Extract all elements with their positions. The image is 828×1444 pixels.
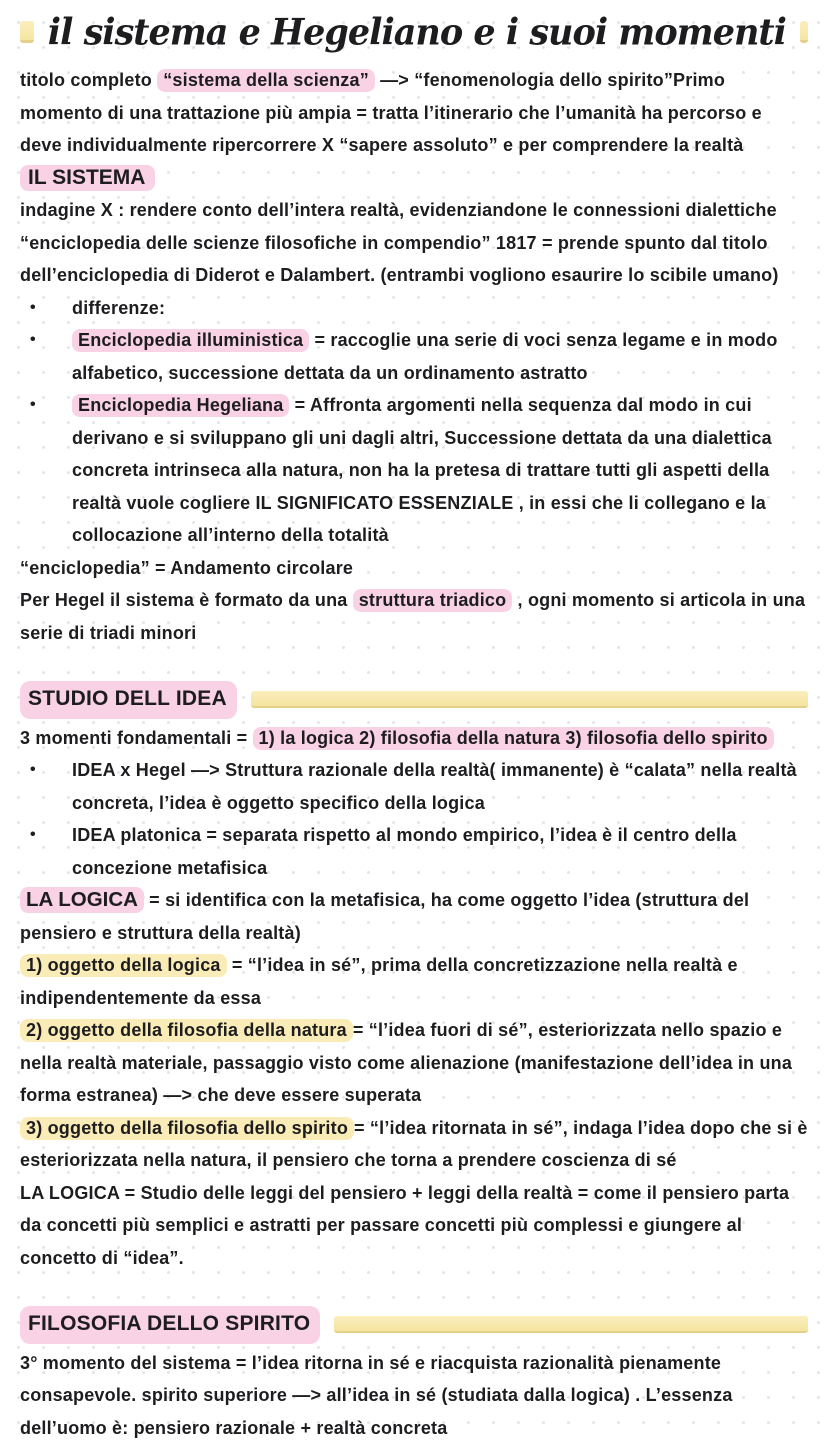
text-run: = Affronta argomenti nella sequenza dal modo in cui derivano e si sviluppano gli uni dagli altri, Successione dettata da una dialettica concreta intrinseca alla natura, non ha la pretesa di trattare tutti gli aspetti della realtà vuole cogliere IL SIGNIFICATO ESSENZIALE , in essi che li collegano e la collocazione all’interno della totalità xyxy=(72,395,772,545)
text-run: = “l’idea fuori di sé”, esteriorizzata nello spazio e nella realtà materiale, passaggio visto come alienazione (manifestazione dell’idea in una forma estranea) —> che deve essere superata xyxy=(20,1020,792,1105)
bullet-item xyxy=(20,324,808,389)
title-yellow-bar-left xyxy=(20,21,34,43)
spacer xyxy=(20,1274,808,1304)
highlighted-text: Enciclopedia illuministica xyxy=(72,329,309,352)
text-run: IDEA platonica = separata rispetto al mondo empirico, l’idea è il centro della concezione metafisica xyxy=(72,825,737,878)
yellow-highlight-bar xyxy=(334,1316,808,1333)
section-header xyxy=(20,1306,808,1344)
bullet-marker: • xyxy=(30,292,36,325)
text-run: = raccoglie una serie di voci senza legame e in modo alfabetico, successione dettata da un ordinamento astratto xyxy=(72,330,778,383)
yellow-highlight-bar xyxy=(251,691,808,708)
bullet-item xyxy=(20,754,808,819)
bullet-item xyxy=(20,292,808,325)
bullet-marker: • xyxy=(30,754,36,787)
section-header xyxy=(20,681,808,719)
text-run: indagine X : rendere conto dell’intera realtà, evidenziandone le connessioni dialettiche “enciclopedia delle scienze filosofiche in compendio” 1817 = prende spunto dal titolo dell’enciclopedia di Diderot e Dalambert. (entrambi vogliono esaurire lo scibile umano) xyxy=(20,200,779,285)
note-body xyxy=(20,64,808,1444)
paragraph xyxy=(20,1112,808,1177)
paragraph xyxy=(20,584,808,649)
bullet-item xyxy=(20,819,808,884)
title-yellow-bar-right xyxy=(800,21,808,43)
paragraph xyxy=(20,552,808,585)
paragraph xyxy=(20,194,808,292)
highlighted-text: 1) la logica 2) filosofia della natura 3) filosofia dello spirito xyxy=(253,727,774,750)
text-run: 3° momento del sistema = l’idea ritorna in sé e riacquista razionalità pienamente consapevole. spirito superiore —> all’idea in sé (studiata dalla logica) . L’essenza dell’uomo è: pensiero razionale + realtà concreta xyxy=(20,1353,733,1438)
paragraph xyxy=(20,1014,808,1112)
text-run: = “l’idea in sé”, prima della concretizzazione nella realtà e indipendentemente da essa xyxy=(20,955,738,1008)
text-run: Per Hegel il sistema è formato da una xyxy=(20,590,353,610)
highlighted-text: struttura triadico xyxy=(353,589,513,612)
heading xyxy=(20,162,808,195)
text-run: = si identifica con la metafisica, ha come oggetto l’idea (struttura del pensiero e struttura della realtà) xyxy=(20,890,749,943)
title-row xyxy=(20,6,808,58)
text-run: “enciclopedia” = Andamento circolare xyxy=(20,558,353,578)
text-run: differenze: xyxy=(72,298,165,318)
bullet-item xyxy=(20,389,808,552)
spacer xyxy=(20,649,808,679)
text-run: LA LOGICA = xyxy=(20,1183,141,1203)
page-title: il sistema e Hegeliano e i suoi momenti xyxy=(48,10,786,53)
paragraph xyxy=(20,64,808,162)
highlighted-text: 1) oggetto della logica xyxy=(20,954,227,977)
highlighted-text: 3) oggetto della filosofia dello spirito xyxy=(20,1117,354,1140)
bullet-marker: • xyxy=(30,389,36,422)
text-run: 3 momenti fondamentali = xyxy=(20,728,253,748)
text-run: = “l’idea ritornata in sé”, indaga l’idea dopo che si è esteriorizzata nella natura, il pensiero che torna a prendere coscienza di sé xyxy=(20,1118,808,1171)
highlighted-text: 2) oggetto della filosofia della natura xyxy=(20,1019,353,1042)
highlighted-text: IL SISTEMA xyxy=(20,165,155,191)
text-run: IDEA x Hegel —> Struttura razionale della realtà( immanente) è “calata” nella realtà concreta, l’idea è oggetto specifico della logica xyxy=(72,760,797,813)
highlighted-text: “sistema della scienza” xyxy=(157,69,375,92)
text-run: , ogni momento si articola in una serie di triadi minori xyxy=(20,590,805,643)
paragraph xyxy=(20,1347,808,1444)
paragraph xyxy=(20,949,808,1014)
bullet-marker: • xyxy=(30,819,36,852)
paragraph xyxy=(20,722,808,755)
text-run: titolo completo xyxy=(20,70,157,90)
text-run: Studio delle leggi del pensiero + leggi della realtà = come il pensiero parta da concetti più semplici e astratti per passare concetti più complessi e giungere al concetto di “idea”. xyxy=(20,1183,789,1268)
text-run: —> “fenomenologia dello spirito”Primo momento di una trattazione più ampia = tratta l’itinerario che l’umanità ha percorso e deve individualmente ripercorrere X “sapere assoluto” e per comprendere la realtà xyxy=(20,70,762,155)
paragraph xyxy=(20,1177,808,1275)
bullet-marker: • xyxy=(30,324,36,357)
section-title: STUDIO DELL IDEA xyxy=(20,681,237,719)
highlighted-text: LA LOGICA xyxy=(20,887,144,913)
highlighted-text: Enciclopedia Hegeliana xyxy=(72,394,289,417)
section-title: FILOSOFIA DELLO SPIRITO xyxy=(20,1306,320,1344)
paragraph xyxy=(20,884,808,949)
